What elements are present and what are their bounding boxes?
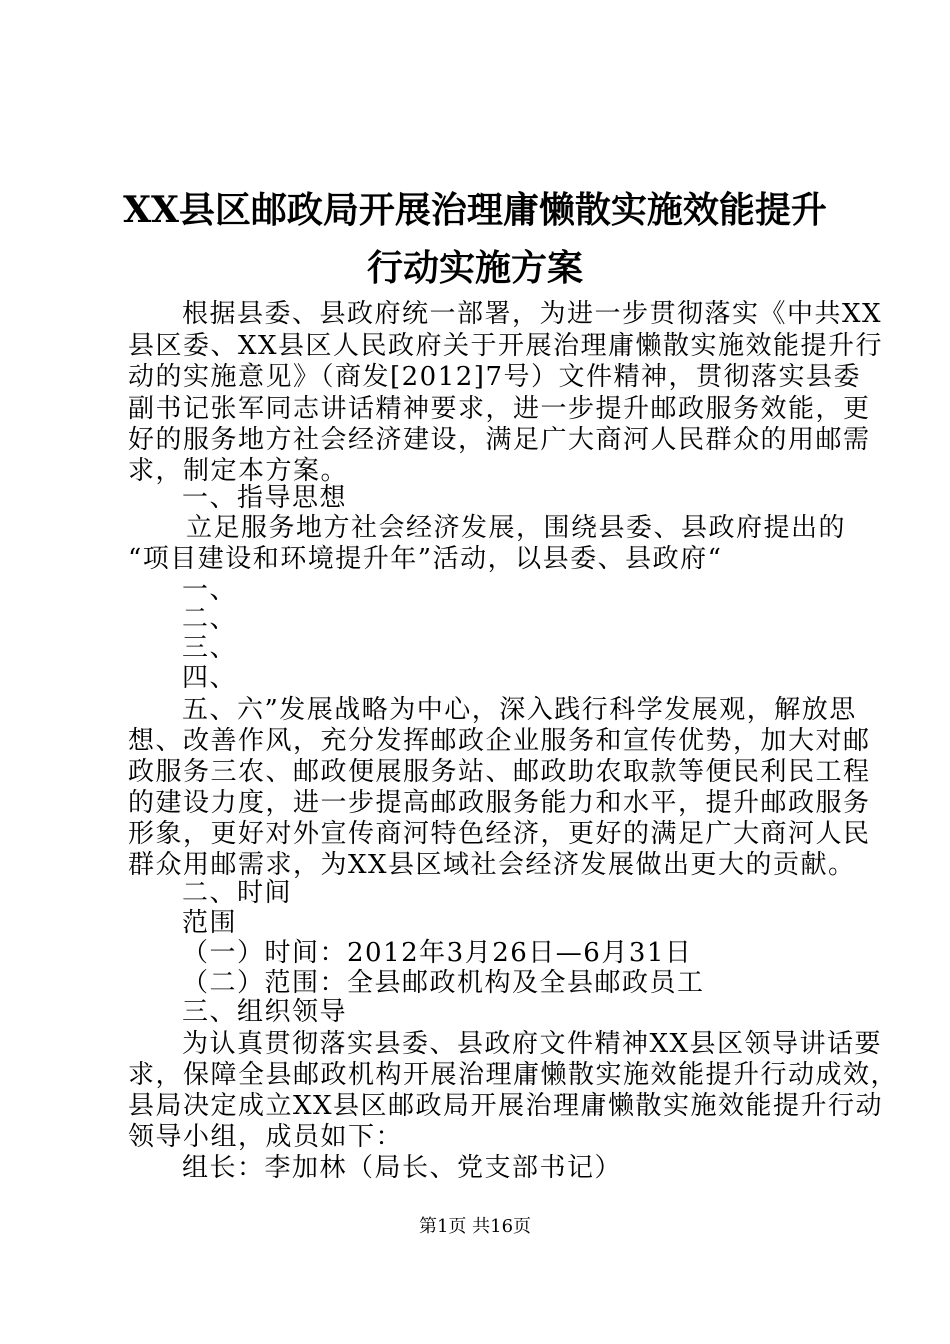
body-line: 的建设力度，进一步提高邮政服务能力和水平，提升邮政服务 bbox=[128, 788, 871, 818]
body-line: 求，制定本方案。 bbox=[128, 456, 349, 486]
body-line: 政服务三农、邮政便展服务站、邮政助农取款等便民利民工程 bbox=[128, 757, 871, 787]
body-line: 县局决定成立XX县区邮政局开展治理庸懒散实施效能提升行动 bbox=[128, 1091, 884, 1121]
body-line: （一）时间：2012年3月26日—6月31日 bbox=[182, 938, 693, 968]
body-line: 为认真贯彻落实县委、县政府文件精神XX县区领导讲话要 bbox=[182, 1029, 883, 1059]
body-line: 好的服务地方社会经济建设，满足广大商河人民群众的用邮需 bbox=[128, 425, 871, 455]
body-line: 一、 bbox=[182, 575, 238, 605]
body-line: 求，保障全县邮政机构开展治理庸懒散实施效能提升行动成效， bbox=[128, 1060, 899, 1090]
body-line: 副书记张军同志讲话精神要求，进一步提升邮政服务效能，更 bbox=[128, 394, 871, 424]
body-line: 四、 bbox=[182, 663, 238, 693]
body-line: 三、 bbox=[182, 633, 238, 663]
section-heading: 二、时间 bbox=[182, 878, 293, 908]
body-line: 群众用邮需求，为XX县区域社会经济发展做出更大的贡献。 bbox=[128, 850, 856, 880]
body-line: 想、改善作风，充分发挥邮政企业服务和宣传优势，加大对邮 bbox=[128, 726, 871, 756]
document-title-line-1: XX县区邮政局开展治理庸懒散实施效能提升 bbox=[123, 189, 827, 231]
section-heading: 一、指导思想 bbox=[182, 483, 348, 513]
body-line: 形象，更好对外宣传商河特色经济，更好的满足广大商河人民 bbox=[128, 819, 871, 849]
body-line: 县区委、XX县区人民政府关于开展治理庸懒散实施效能提升行 bbox=[128, 331, 884, 361]
body-line: （二）范围：全县邮政机构及全县邮政员工 bbox=[182, 968, 705, 998]
body-line: 二、 bbox=[182, 604, 238, 634]
document-title-line-2: 行动实施方案 bbox=[366, 247, 583, 289]
body-line: 组长：李加林（局长、党支部书记） bbox=[182, 1153, 623, 1183]
body-line: 五、六”发展战略为中心，深入践行科学发展观，解放思 bbox=[182, 695, 857, 725]
page-footer: 第1页 共16页 bbox=[418, 1216, 532, 1237]
section-heading: 三、组织领导 bbox=[182, 997, 348, 1027]
body-line: “项目建设和环境提升年”活动，以县委、县政府“ bbox=[128, 544, 723, 574]
body-line: 立足服务地方社会经济发展，围绕县委、县政府提出的 bbox=[186, 513, 847, 543]
body-line: 动的实施意见》（商发[2012]7号）文件精神，贯彻落实县委 bbox=[128, 362, 861, 392]
body-line: 根据县委、县政府统一部署，为进一步贯彻落实《中共XX bbox=[182, 299, 883, 329]
body-line: 领导小组，成员如下： bbox=[128, 1122, 404, 1152]
body-line: 范围 bbox=[182, 908, 238, 938]
